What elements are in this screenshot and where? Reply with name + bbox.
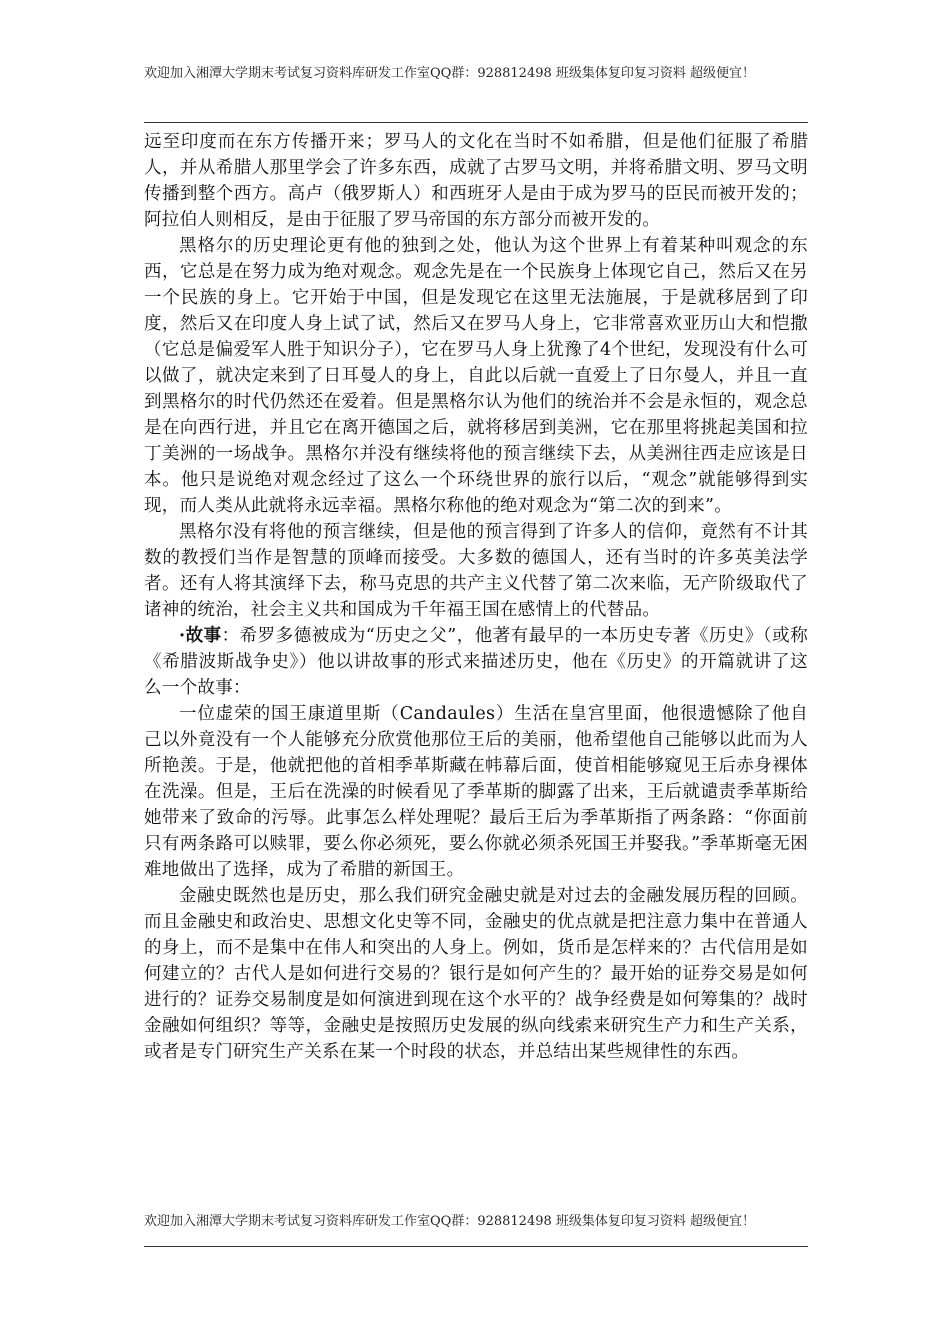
- paragraph-2: 黑格尔的历史理论更有他的独到之处，他认为这个世界上有着某种叫观念的东西，它总是在努力成为绝对观念。观念先是在一个民族身上体现它自己，然后又在另一个民族的身上。它开始于中国，但是发现它在这里无法施展，于是就移居到了印度，然后又在印度人身上试了试，然后又在罗马人身上，它非常喜欢亚历山大和恺撒（它总是偏爱军人胜于知识分子），它在罗马人身上犹豫了4个世纪，发现没有什么可以做了，就决定来到了日耳曼人的身上，自此以后就一直爱上了日尔曼人，并且一直到黑格尔的时代仍然还在爱着。但是黑格尔认为他们的统治并不会是永恒的，观念总是在向西行进，并且它在离开德国之后，就将移居到美洲，它在那里将挑起美国和拉丁美洲的一场战争。黑格尔并没有继续将他的预言继续下去，从美洲往西走应该是日本。他只是说绝对观念经过了这么一个环绕世界的旅行以后，“观念”就能够得到实现，而人类从此就将永远幸福。黑格尔称他的绝对观念为“第二次的到来”。: [144, 236, 808, 516]
- page-footer: 欢迎加入湘潭大学期末考试复习资料库研发工作室QQ群：928812498 班级集体复印复习资料 超级便宜！: [144, 1214, 756, 1229]
- paragraph-4: [144, 623, 808, 701]
- footer-divider: [144, 1246, 808, 1247]
- paragraph-1: 远至印度而在东方传播开来；罗马人的文化在当时不如希腊，但是他们征服了希腊人，并从希腊人那里学会了许多东西，成就了古罗马文明，并将希腊文明、罗马文明传播到整个西方。高卢（俄罗斯人）和西班牙人是由于成为罗马的臣民而被开发的；阿拉伯人则相反，是由于征服了罗马帝国的东方部分而被开发的。: [144, 132, 808, 230]
- page-header: 欢迎加入湘潭大学期末考试复习资料库研发工作室QQ群：928812498 班级集体复印复习资料 超级便宜！: [144, 66, 756, 81]
- paragraph-5: 一位虚荣的国王康道里斯（Candaules）生活在皇宫里面，他很遗憾除了他自己以外竟没有一个人能够充分欣赏他那位王后的美丽，他希望他自己能够以此而为人所艳羡。于是，他就把他的首相季革斯藏在帏幕后面，使首相能够窥见王后赤身裸体在洗澡。但是，王后在洗澡的时候看见了季革斯的脚露了出来，王后就谴责季革斯给她带来了致命的污辱。此事怎么样处理呢？最后王后为季革斯指了两条路：“你面前只有两条路可以赎罪，要么你必须死，要么你就必须杀死国王并娶我。”季革斯毫无困难地做出了选择，成为了希腊的新国王。: [144, 704, 808, 880]
- document-body: [144, 129, 808, 1065]
- paragraph-6: 金融史既然也是历史，那么我们研究金融史就是对过去的金融发展历程的回顾。而且金融史和政治史、思想文化史等不同，金融史的优点就是把注意力集中在普通人的身上，而不是集中在伟人和突出的人身上。例如，货币是怎样来的？古代信用是如何建立的？古代人是如何进行交易的？银行是如何产生的？最开始的证券交易是如何进行的？证券交易制度是如何演进到现在这个水平的？战争经费是如何筹集的？战时金融如何组织？等等，金融史是按照历史发展的纵向线索来研究生产力和生产关系，或者是专门研究生产关系在某一个时段的状态，并总结出某些规律性的东西。: [144, 886, 808, 1062]
- paragraph-3: 黑格尔没有将他的预言继续，但是他的预言得到了许多人的信仰，竟然有不计其数的教授们当作是智慧的顶峰而接受。大多数的德国人，还有当时的许多英美法学者。还有人将其演绎下去，称马克思的共产主义代替了第二次来临，无产阶级取代了诸神的统治，社会主义共和国成为千年福王国在感情上的代替品。: [144, 522, 808, 620]
- story-label: ·故事: [179, 626, 222, 646]
- header-divider: [144, 122, 808, 123]
- paragraph-4-text: ：希罗多德被成为“历史之父”，他著有最早的一本历史专著《历史》（或称《希腊波斯战争史》）他以讲故事的形式来描述历史，他在《历史》的开篇就讲了这么一个故事：: [144, 626, 808, 698]
